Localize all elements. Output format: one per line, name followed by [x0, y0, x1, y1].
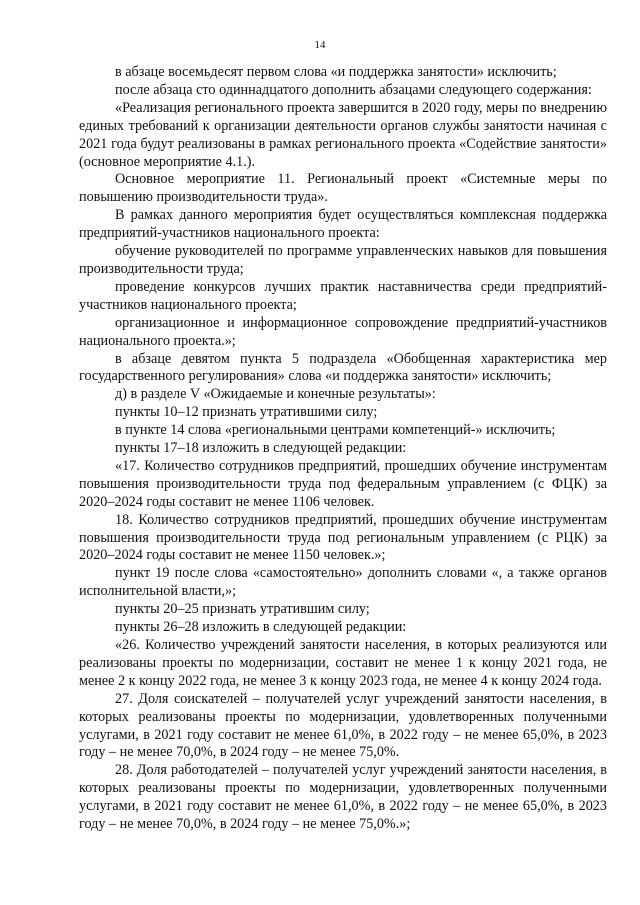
paragraph: «Реализация регионального проекта завершится в 2020 году, меры по внедрению единых требований к организации деятельности органов службы занятости начиная с 2021 года будут реализованы в рамках регионального проекта «Содействие занятости» (основное мероприятие 4.1.).	[79, 99, 607, 170]
paragraph: обучение руководителей по программе управленческих навыков для повышения производительности труда;	[79, 243, 607, 277]
paragraph: организационное и информационное сопровождение предприятий-участников национального проекта.»;	[79, 314, 607, 349]
paragraph: пункты 17–18 изложить в следующей редакции:	[115, 440, 407, 457]
paragraph: «17. Количество сотрудников предприятий, прошедших обучение инструментам повышения производительности труда под федеральным управлением (с ФЦК) за 2020–2024 годы составит не менее 1106 человек.	[79, 457, 607, 510]
paragraph: пункт 19 после слова «самостоятельно» дополнить словами «, а также органов исполнительной власти,»;	[79, 565, 607, 600]
paragraph: проведение конкурсов лучших практик наставничества среди предприятий-участников национального проекта;	[79, 278, 607, 313]
paragraph: 18. Количество сотрудников предприятий, прошедших обучение инструментам повышения производительности труда под региональным управлением (с РЦК) за 2020–2024 годы составит не менее 1150 человек.»;	[79, 511, 607, 564]
paragraph: пункты 20–25 признать утратившим силу;	[115, 601, 370, 618]
paragraph: пункты 10–12 признать утратившими силу;	[115, 404, 378, 421]
paragraph: пункты 26–28 изложить в следующей редакции:	[115, 619, 407, 636]
paragraph: 27. Доля соискателей – получателей услуг учреждений занятости населения, в которых реализованы проекты по модернизации, удовлетворенных полученными услугами, в 2021 году составит не менее 61,0%, в 2022 году – не менее 65,0%, в 2023 году – не менее 70,0%, в 2024 году – не менее 75,0%.	[79, 690, 607, 761]
paragraph: д) в разделе V «Ожидаемые и конечные результаты»:	[115, 386, 436, 403]
paragraph: в абзаце девятом пункта 5 подраздела «Обобщенная характеристика мер государственного регулирования» слова «и поддержка занятости» исключить;	[79, 350, 607, 385]
page-number: 14	[314, 39, 326, 51]
paragraph: в абзаце восемьдесят первом слова «и поддержка занятости» исключить;	[115, 64, 557, 80]
paragraph: Основное мероприятие 11. Региональный проект «Системные меры по повышению производительности труда».	[79, 171, 607, 206]
paragraph: «26. Количество учреждений занятости населения, в которых реализуются или реализованы проекты по модернизации, составит не менее 1 к концу 2021 года, не менее 2 к концу 2022 года, не менее 3 к концу 2023 года, не менее 4 к концу 2024 года.	[79, 637, 607, 689]
document-body	[79, 64, 607, 834]
paragraph: В рамках данного мероприятия будет осуществляться комплексная поддержка предприятий-участников национального проекта:	[79, 207, 607, 242]
paragraph: в пункте 14 слова «региональными центрами компетенций-» исключить;	[115, 422, 556, 439]
paragraph: 28. Доля работодателей – получателей услуг учреждений занятости населения, в которых реализованы проекты по модернизации, удовлетворенных полученными услугами, в 2021 году составит не менее 61,0%, в 2022 году – не менее 65,0%, в 2023 году – не менее 70,0%, в 2024 году – не менее 75,0%.»;	[79, 762, 607, 833]
paragraph: после абзаца сто одиннадцатого дополнить абзацами следующего содержания:	[115, 81, 592, 98]
